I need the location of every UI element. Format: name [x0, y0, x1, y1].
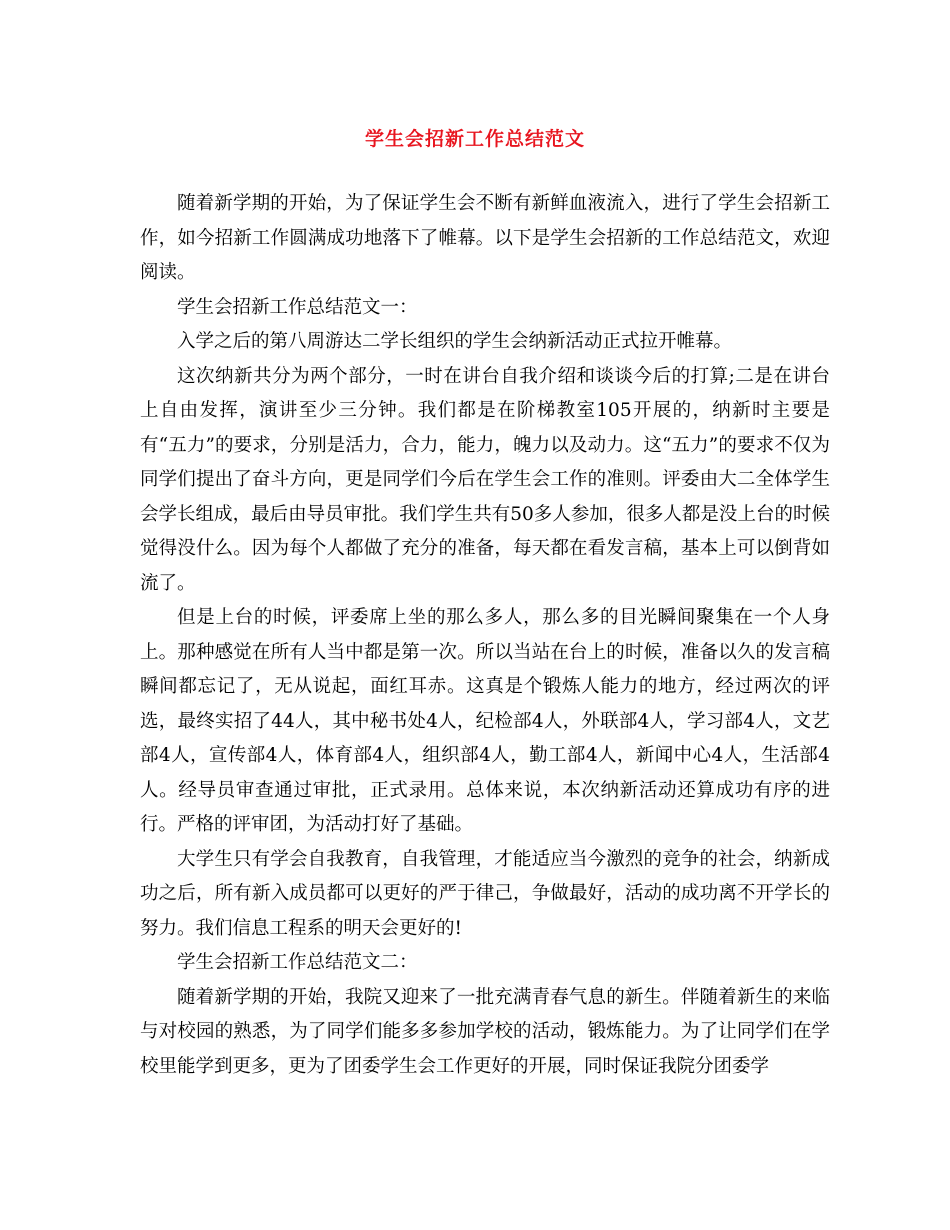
paragraph-intro: 随着新学期的开始，为了保证学生会不断有新鲜血液流入，进行了学生会招新工作，如今招新工作圆满成功地落下了帷幕。以下是学生会招新的工作总结范文，欢迎阅读。	[140, 193, 830, 283]
paragraph: 入学之后的第八周游达二学长组织的学生会纳新活动正式拉开帷幕。	[177, 331, 733, 352]
section-heading-1: 学生会招新工作总结范文一：	[177, 296, 418, 318]
paragraph: 随着新学期的开始，我院又迎来了一批充满青春气息的新生。伴随着新生的来临与对校园的熟悉，为了同学们能多多参加学校的活动，锻炼能力。为了让同学们在学校里能学到更多，更为了团委学生会工作更好的开展，同时保证我院分团委学	[140, 986, 830, 1077]
paragraph: 大学生只有学会自我教育，自我管理，才能适应当今激烈的竞争的社会，纳新成功之后，所有新入成员都可以更好的严于律己，争做最好，活动的成功离不开学长的努力。我们信息工程系的明天会更好的!	[140, 848, 830, 939]
paragraph: 这次纳新共分为两个部分，一时在讲台自我介绍和谈谈今后的打算;二是在讲台上自由发挥，演讲至少三分钟。我们都是在阶梯教室105开展的，纳新时主要是有“五力”的要求，分别是活力，合力，能力，魄力以及动力。这“五力”的要求不仅为同学们提出了奋斗方向，更是同学们今后在学生会工作的准则。评委由大二全体学生会学长组成，最后由导员审批。我们学生共有50多人参加，很多人都是没上台的时候觉得没什么。因为每个人都做了充分的准备，每天都在看发言稿，基本上可以倒背如流了。	[140, 365, 830, 594]
section-heading-2: 学生会招新工作总结范文二：	[177, 952, 418, 973]
paragraph: 但是上台的时候，评委席上坐的那么多人，那么多的目光瞬间聚集在一个人身上。那种感觉在所有人当中都是第一次。所以当站在台上的时候，准备以久的发言稿瞬间都忘记了，无从说起，面红耳赤。这真是个锻炼人能力的地方，经过两次的评选，最终实招了44人，其中秘书处4人，纪检部4人，外联部4人，学习部4人，文艺部4人，宣传部4人，体育部4人，组织部4人，勤工部4人，新闻中心4人，生活部4人。经导员审查通过审批，正式录用。总体来说，本次纳新活动还算成功有序的进行。严格的评审团，为活动打好了基础。	[140, 607, 830, 835]
document-body	[140, 187, 830, 1084]
document-title: 学生会招新工作总结范文	[364, 128, 585, 150]
